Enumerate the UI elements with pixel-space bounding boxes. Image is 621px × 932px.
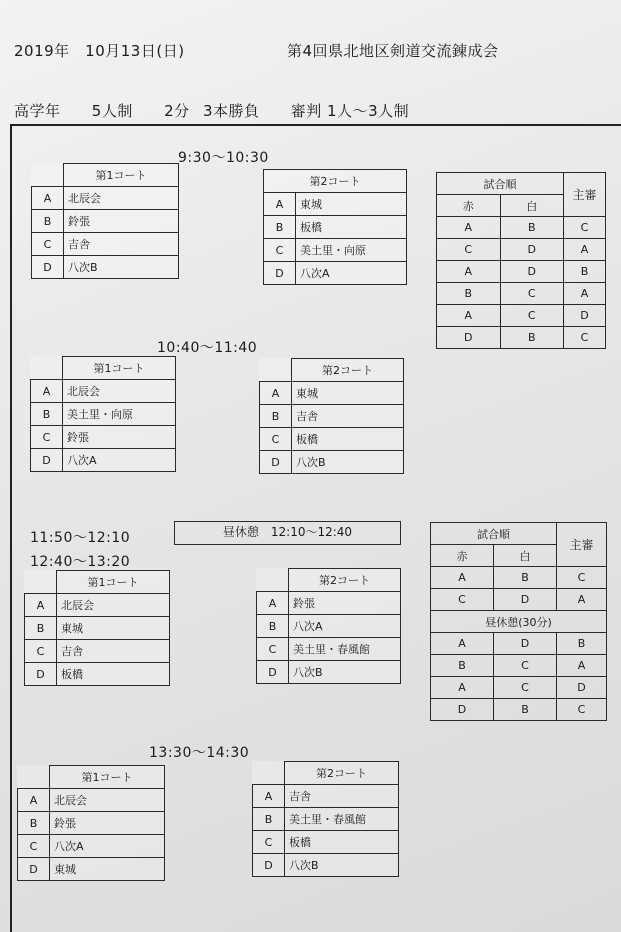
table-row [25, 594, 170, 617]
court2-heading: 第2コート [292, 359, 404, 382]
team-cell: 板橋 [285, 831, 399, 854]
table-row [257, 615, 401, 638]
team-cell [32, 164, 64, 187]
table-row [431, 633, 607, 655]
order-cell: D [564, 305, 606, 327]
table-row [32, 233, 179, 256]
table-row [31, 426, 176, 449]
table-row [437, 217, 606, 239]
red-heading: 赤 [431, 545, 494, 567]
session-time: 12:40～13:20 [30, 554, 131, 570]
order-cell: A [564, 283, 606, 305]
order-cell: D [500, 261, 564, 283]
order-cell: D [437, 327, 501, 349]
order-cell: A [431, 677, 494, 699]
team-cell: 八次B [292, 451, 404, 474]
slot-letter: D [257, 661, 289, 684]
team-cell: 板橋 [57, 663, 170, 686]
order-cell: D [557, 677, 607, 699]
team-cell [31, 357, 63, 380]
order-cell: A [557, 589, 607, 611]
order-cell: C [431, 589, 494, 611]
court1-table [31, 163, 179, 279]
rule-time: 2分 [164, 102, 190, 120]
table-row [257, 638, 401, 661]
team-cell: 東城 [292, 382, 404, 405]
table-row [431, 699, 607, 721]
chief-referee-heading: 主審 [557, 523, 607, 567]
table-row [25, 617, 170, 640]
table-row [431, 567, 607, 589]
team-cell: 八次A [50, 835, 165, 858]
team-cell: 北辰会 [57, 594, 170, 617]
order-cell: D [431, 699, 494, 721]
court1-table [30, 356, 176, 472]
order-cell: C [564, 217, 606, 239]
team-cell: 鈴張 [64, 210, 179, 233]
court2-heading: 第2コート [264, 170, 407, 193]
table-row [431, 611, 607, 633]
rule-format: 5人制 [91, 102, 133, 120]
slot-letter: D [264, 262, 296, 285]
table-row [32, 187, 179, 210]
table-row [260, 405, 404, 428]
slot-letter: A [32, 187, 64, 210]
red-heading: 赤 [437, 195, 501, 217]
order-cell: D [500, 239, 564, 261]
order-cell: B [431, 655, 494, 677]
court2-table [252, 761, 399, 877]
table-row [25, 663, 170, 686]
order-cell: C [500, 305, 564, 327]
court1-table [24, 570, 170, 686]
event-date: 2019年 10月13日(日) [14, 42, 185, 60]
slot-letter: A [25, 594, 57, 617]
team-cell: 板橋 [296, 216, 407, 239]
order-cell: A [431, 633, 494, 655]
table-row [431, 655, 607, 677]
court1-heading: 第1コート [50, 766, 165, 789]
slot-letter: A [260, 382, 292, 405]
slot-letter: C [32, 233, 64, 256]
order-cell: A [437, 261, 501, 283]
team-cell: 八次B [289, 661, 401, 684]
table-row [437, 239, 606, 261]
order-cell: A [437, 217, 501, 239]
slot-letter: C [18, 835, 50, 858]
table-row [264, 262, 407, 285]
slot-letter: B [260, 405, 292, 428]
team-cell: 八次A [296, 262, 407, 285]
table-row [264, 216, 407, 239]
team-cell: 鈴張 [289, 592, 401, 615]
order-cell: D [494, 633, 557, 655]
table-row [253, 808, 399, 831]
order-cell: C [564, 327, 606, 349]
table-row [431, 677, 607, 699]
team-cell: 吉舎 [285, 785, 399, 808]
slot-letter: B [32, 210, 64, 233]
order-cell: D [494, 589, 557, 611]
table-row [32, 256, 179, 279]
team-cell [260, 359, 292, 382]
lunch-break-box: 昼休憩 12:10～12:40 [174, 521, 401, 545]
order-cell: A [564, 239, 606, 261]
order-cell: C [500, 283, 564, 305]
match-order-table [436, 172, 606, 349]
slot-letter: B [257, 615, 289, 638]
slot-letter: A [257, 592, 289, 615]
order-cell: C [557, 567, 607, 589]
rules-line [14, 100, 435, 121]
slot-letter: C [25, 640, 57, 663]
team-cell: 八次B [285, 854, 399, 877]
order-cell: A [431, 567, 494, 589]
table-row [32, 210, 179, 233]
session-time: 11:50～12:10 [30, 530, 131, 546]
slot-letter: B [264, 216, 296, 239]
order-title: 試合順 [431, 523, 557, 545]
order-cell: B [494, 699, 557, 721]
team-cell: 鈴張 [63, 426, 176, 449]
table-row [18, 789, 165, 812]
slot-letter: A [18, 789, 50, 812]
team-cell: 鈴張 [50, 812, 165, 835]
slot-letter: C [253, 831, 285, 854]
team-cell [25, 571, 57, 594]
table-row [31, 380, 176, 403]
slot-letter: D [25, 663, 57, 686]
table-row [264, 193, 407, 216]
court2-heading: 第2コート [285, 762, 399, 785]
order-cell: C [494, 655, 557, 677]
table-row [260, 382, 404, 405]
slot-letter: D [253, 854, 285, 877]
table-row [437, 261, 606, 283]
order-title: 試合順 [437, 173, 564, 195]
event-title: 第4回県北地区剣道交流錬成会 [287, 42, 499, 60]
order-cell: A [557, 655, 607, 677]
session-time: 13:30～14:30 [149, 745, 250, 761]
team-cell: 八次A [289, 615, 401, 638]
team-cell: 八次A [63, 449, 176, 472]
table-row [437, 305, 606, 327]
rule-grade: 高学年 [14, 102, 61, 120]
table-row [257, 592, 401, 615]
order-cell: C [437, 239, 501, 261]
header-line [14, 40, 499, 61]
slot-letter: D [31, 449, 63, 472]
team-cell [253, 762, 285, 785]
order-cell: B [557, 633, 607, 655]
table-row [31, 449, 176, 472]
table-row [31, 403, 176, 426]
team-cell: 八次B [64, 256, 179, 279]
team-cell [257, 569, 289, 592]
slot-letter: D [18, 858, 50, 881]
table-row [260, 451, 404, 474]
order-cell: C [494, 677, 557, 699]
chief-referee-heading: 主審 [564, 173, 606, 217]
team-cell: 美土里・向原 [63, 403, 176, 426]
slot-letter: D [260, 451, 292, 474]
table-row [253, 785, 399, 808]
slot-letter: A [253, 785, 285, 808]
slot-letter: A [264, 193, 296, 216]
table-row [437, 327, 606, 349]
slot-letter: C [260, 428, 292, 451]
table-row [25, 640, 170, 663]
order-cell: B [500, 327, 564, 349]
team-cell: 吉舎 [292, 405, 404, 428]
white-heading: 白 [500, 195, 564, 217]
court1-heading: 第1コート [63, 357, 176, 380]
table-row [18, 858, 165, 881]
team-cell: 板橋 [292, 428, 404, 451]
slot-letter: C [31, 426, 63, 449]
court2-heading: 第2コート [289, 569, 401, 592]
rule-referee: 審判 1人～3人制 [290, 102, 410, 120]
match-order-table [430, 522, 607, 721]
table-row [437, 283, 606, 305]
team-cell: 美土里・春風館 [289, 638, 401, 661]
court1-table [17, 765, 165, 881]
team-cell: 東城 [50, 858, 165, 881]
table-row [18, 835, 165, 858]
order-cell: B [564, 261, 606, 283]
slot-letter: C [257, 638, 289, 661]
white-heading: 白 [494, 545, 557, 567]
team-cell: 北辰会 [64, 187, 179, 210]
court2-table [263, 169, 407, 285]
court2-table [259, 358, 404, 474]
team-cell: 吉舎 [64, 233, 179, 256]
slot-letter: B [25, 617, 57, 640]
table-row [18, 812, 165, 835]
team-cell: 東城 [57, 617, 170, 640]
court1-heading: 第1コート [64, 164, 179, 187]
team-cell: 美土里・向原 [296, 239, 407, 262]
table-row [260, 428, 404, 451]
session-time: 9:30～10:30 [178, 150, 269, 166]
order-cell: A [437, 305, 501, 327]
slot-letter: C [264, 239, 296, 262]
team-cell [18, 766, 50, 789]
order-cell: C [557, 699, 607, 721]
order-cell: B [494, 567, 557, 589]
team-cell: 吉舎 [57, 640, 170, 663]
break-row: 昼休憩(30分) [431, 611, 607, 633]
table-row [253, 831, 399, 854]
team-cell: 北辰会 [63, 380, 176, 403]
slot-letter: D [32, 256, 64, 279]
order-cell: B [437, 283, 501, 305]
team-cell: 北辰会 [50, 789, 165, 812]
table-row [431, 589, 607, 611]
slot-letter: A [31, 380, 63, 403]
slot-letter: B [253, 808, 285, 831]
table-row [253, 854, 399, 877]
table-row [264, 239, 407, 262]
session-time: 10:40～11:40 [157, 340, 258, 356]
slot-letter: B [31, 403, 63, 426]
court2-table [256, 568, 401, 684]
order-cell: B [500, 217, 564, 239]
slot-letter: B [18, 812, 50, 835]
table-row [257, 661, 401, 684]
rule-bouts: 3本勝負 [202, 102, 260, 120]
team-cell: 東城 [296, 193, 407, 216]
court1-heading: 第1コート [57, 571, 170, 594]
team-cell: 美土里・春風館 [285, 808, 399, 831]
